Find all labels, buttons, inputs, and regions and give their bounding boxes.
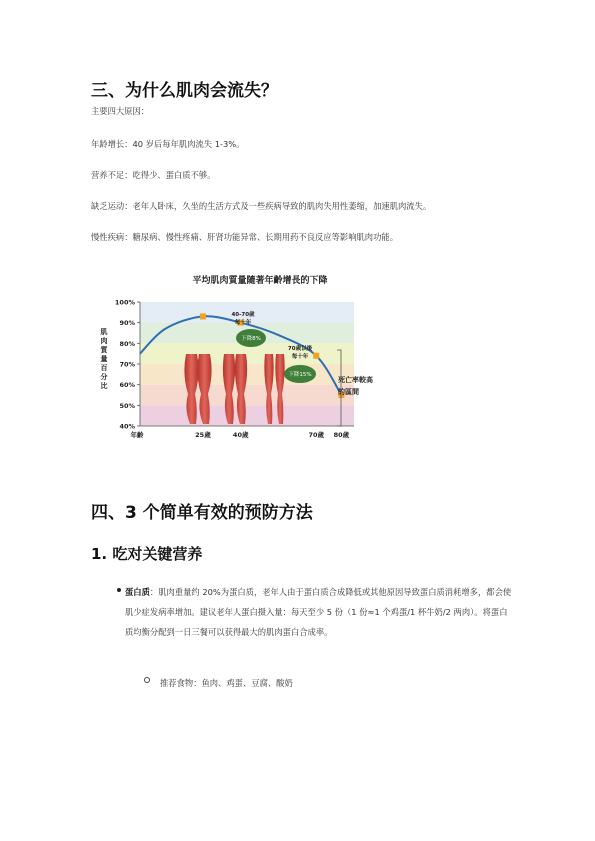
- protein-paragraph: [125, 582, 515, 642]
- y-tick-label: 80%: [119, 339, 135, 348]
- y-tick-label: 40%: [119, 422, 135, 431]
- reason-disease: 慢性疾病：糖尿病、慢性疼痛、肝肾功能异常、长期用药不良反应等影响肌肉功能。: [91, 232, 398, 242]
- y-axis-label: [100, 327, 109, 390]
- y-label-char: 質: [100, 346, 108, 354]
- section-3-heading: 三、为什么肌肉会流失？: [91, 81, 278, 101]
- protein-text: ：肌肉重量约 20%为蛋白质，老年人由于蛋白质合成降低或其他原因导致蛋白质消耗增多，都会使肌少症发病率增加。建议老年人蛋白摄入量：每天至少 5 份（1 份≈1 个鸡蛋/1 杯牛奶/2 两肉）。将蛋白质均衡分配到一日三餐可以获得最大的肌肉蛋白合成率。: [125, 587, 512, 637]
- bullet-marker: [117, 588, 121, 592]
- bracket-label-2: 的區間: [338, 388, 359, 396]
- subsection-1-heading: 1. 吃对关键营养: [91, 545, 203, 563]
- data-marker: [200, 313, 206, 319]
- chart-title: 平均肌肉質量隨著年齡增長的下降: [192, 276, 328, 286]
- y-tick-label: 100%: [114, 298, 135, 307]
- y-tick-label: 50%: [119, 401, 135, 410]
- reason-exercise: 缺乏运动：老年人卧床，久坐的生活方式及一些疾病导致的肌肉失用性萎缩，加速肌肉流失。: [91, 201, 432, 211]
- reason-age: 年龄增长：40 岁后每年肌肉流失 1-3%。: [91, 139, 245, 149]
- y-tick-label: 70%: [119, 360, 135, 369]
- annotation-1-line2: 每十年: [234, 320, 252, 326]
- protein-label: 蛋白质: [125, 587, 150, 597]
- y-label-char: 分: [100, 373, 108, 381]
- band-4: [140, 385, 354, 406]
- x-tick-label: 25歲: [195, 431, 211, 439]
- y-label-char: 比: [100, 382, 108, 390]
- section-4-heading: 四、3 个简单有效的预防方法: [91, 503, 313, 523]
- y-label-char: 肌: [100, 328, 108, 336]
- x-axis-label: 年齡: [130, 431, 144, 439]
- band-5: [140, 405, 354, 426]
- intro-text: 主要四大原因：: [91, 106, 150, 116]
- bracket-label-1: 死亡率較高: [338, 376, 373, 384]
- x-tick-label: 80歲: [333, 431, 350, 439]
- y-tick-label: 90%: [119, 319, 135, 328]
- annotation-2-badge-text: 下降15%: [288, 372, 312, 378]
- sub-bullet-marker: [144, 677, 150, 683]
- annotation-2-line2: 每十年: [291, 354, 309, 360]
- x-tick-label: 70歲: [308, 431, 325, 439]
- muscle-loss-chart: [88, 268, 393, 478]
- y-label-char: 百: [100, 364, 108, 372]
- y-tick-label: 60%: [119, 381, 135, 390]
- data-marker: [313, 353, 319, 359]
- annotation-1-line1: 40-70歲: [231, 312, 255, 318]
- annotation-2-line1: 70歲以後: [287, 346, 313, 352]
- annotation-1-badge-text: 下降8%: [241, 336, 261, 342]
- y-label-char: 肉: [100, 337, 108, 345]
- y-label-char: 量: [100, 355, 108, 363]
- chart-svg: [88, 268, 393, 478]
- x-tick-label: 40歲: [232, 431, 249, 439]
- reason-nutrition: 营养不足：吃得少、蛋白质不够。: [91, 170, 216, 180]
- recommended-foods: 推荐食物：鱼肉、鸡蛋、豆腐、酸奶: [160, 678, 293, 688]
